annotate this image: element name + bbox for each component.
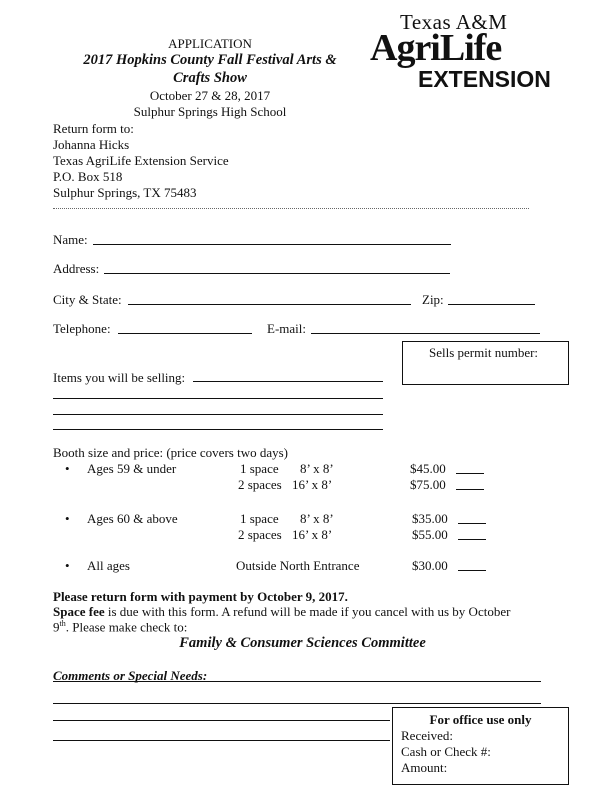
booth-group-label: Ages 59 & under — [87, 461, 177, 476]
booth-price: $75.00 — [410, 477, 446, 492]
event-title-line2: Crafts Show — [173, 70, 247, 86]
return-box: P.O. Box 518 — [53, 169, 123, 184]
city-state-label: City & State: — [53, 292, 122, 307]
return-city: Sulphur Springs, TX 75483 — [53, 185, 197, 200]
zip-field[interactable] — [448, 304, 535, 305]
comments-field-3[interactable] — [53, 720, 390, 721]
items-field-2[interactable] — [53, 398, 383, 399]
space-fee-text: is due with this form. A refund will be made if you cancel with us by October — [104, 604, 511, 619]
booth-size: 16’ x 8’ — [292, 527, 333, 542]
booth-price: $30.00 — [412, 558, 448, 573]
refund-date-suffix: th — [59, 619, 66, 628]
bullet: • — [65, 461, 70, 476]
logo-texas-am: Texas A&M — [400, 10, 508, 34]
return-heading: Return form to: — [53, 121, 134, 136]
refund-deadline — [53, 619, 187, 635]
agrilife-logo — [370, 10, 580, 96]
committee-name: Family & Consumer Sciences Committee — [179, 635, 426, 651]
event-title-line1: 2017 Hopkins County Fall Festival Arts & — [83, 52, 337, 68]
booth-space: 1 space — [240, 511, 279, 526]
name-field[interactable] — [93, 244, 451, 245]
booth-group-label: All ages — [87, 558, 130, 573]
booth-space: 2 spaces — [238, 527, 282, 542]
items-field-1[interactable] — [193, 381, 383, 382]
items-field-4[interactable] — [53, 429, 383, 430]
booth-space: Outside North Entrance — [236, 558, 360, 573]
comments-field-2[interactable] — [53, 703, 541, 704]
address-label: Address: — [53, 261, 100, 276]
booth-qty-field[interactable] — [458, 570, 486, 571]
zip-label: Zip: — [422, 292, 444, 307]
booth-space: 2 spaces — [238, 477, 282, 492]
bullet: • — [65, 511, 70, 526]
application-label: APPLICATION — [168, 36, 252, 51]
email-label: E-mail: — [267, 321, 306, 336]
booth-size: 8’ x 8’ — [300, 511, 334, 526]
booth-qty-field[interactable] — [456, 473, 484, 474]
items-field-3[interactable] — [53, 414, 383, 415]
office-cash-label: Cash or Check #: — [401, 744, 491, 759]
booth-qty-field[interactable] — [458, 539, 486, 540]
items-label: Items you will be selling: — [53, 370, 186, 385]
telephone-field[interactable] — [118, 333, 252, 334]
event-dates: October 27 & 28, 2017 — [149, 88, 271, 103]
check-instruction: . Please make check to: — [65, 619, 188, 635]
refund-date: 9 — [53, 619, 60, 635]
logo-extension: EXTENSION — [418, 66, 551, 92]
booth-group-label: Ages 60 & above — [87, 511, 178, 526]
comments-field-4[interactable] — [53, 740, 390, 741]
space-fee-bold: Space fee — [53, 604, 105, 619]
booth-qty-field[interactable] — [458, 523, 486, 524]
office-use-title: For office use only — [429, 712, 532, 727]
booth-price: $35.00 — [412, 511, 448, 526]
booth-space: 1 space — [240, 461, 279, 476]
booth-qty-field[interactable] — [456, 489, 484, 490]
booth-heading: Booth size and price: (price covers two days) — [53, 445, 289, 460]
sells-permit-box[interactable] — [402, 341, 569, 385]
office-use-box — [392, 707, 569, 785]
dotted-divider — [53, 208, 529, 209]
return-name: Johanna Hicks — [53, 137, 130, 152]
comments-label: Comments or Special Needs: — [53, 668, 208, 683]
logo-agrilife: AgriLife — [370, 27, 502, 69]
telephone-label: Telephone: — [53, 321, 111, 336]
payment-deadline: Please return form with payment by October 9, 2017. — [53, 589, 348, 604]
booth-price: $45.00 — [410, 461, 446, 476]
space-fee-note — [53, 604, 510, 620]
name-label: Name: — [53, 232, 88, 247]
bullet: • — [65, 558, 70, 573]
office-received-label: Received: — [401, 728, 453, 743]
event-venue: Sulphur Springs High School — [133, 104, 287, 119]
email-field[interactable] — [311, 333, 540, 334]
comments-field-1[interactable] — [53, 681, 541, 682]
address-field[interactable] — [104, 273, 450, 274]
sells-permit-label: Sells permit number: — [429, 345, 539, 360]
booth-size: 16’ x 8’ — [292, 477, 333, 492]
return-org: Texas AgriLife Extension Service — [53, 153, 229, 168]
booth-price: $55.00 — [412, 527, 448, 542]
booth-size: 8’ x 8’ — [300, 461, 334, 476]
office-amount-label: Amount: — [401, 760, 448, 775]
city-state-field[interactable] — [128, 304, 411, 305]
